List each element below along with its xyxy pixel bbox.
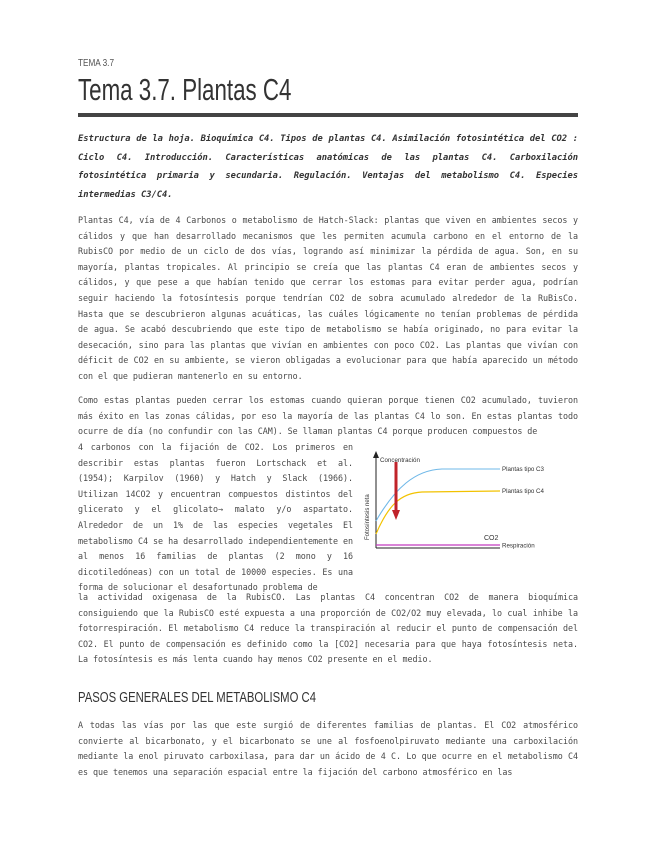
figure-y-label: Fotosíntesis neta (365, 494, 371, 540)
figure-curve-c4-label: Plantas tipo C4 (502, 488, 544, 495)
paragraph-2-wrapped: 4 carbonos con la fijación de CO2. Los primeros en describir estas plantas fueron Lortschack et al. (1954); Karpilov (1960) y Hatch y Slack (1966). Utilizan 14CO2 y encuentran compuestos distintos del glicerato y el glicolato→ malato y/o aspartato. Alrededor de un 1% de las especies vegetales El metabolismo C4 se ha desarrollado independientemente en al menos 16 familias de plantas (2 mono y 16 dicotiledóneas) con un total de 10000 especies. Es una forma de solucionar el desafortunado problema de (78, 442, 353, 593)
figure-x-label: CO2 (484, 535, 499, 542)
paragraph-1: Plantas C4, vía de 4 Carbonos o metabolismo de Hatch-Slack: plantas que viven en ambientes secos y cálidos y que han desarrollado mecanismos que les permiten acumula carbono en el entorno de la RubisCO por medio de un ciclo de dos vías, logrando así minimizar la pérdida de agua. Son, en su mayoría, plantas tropicales. Al principio se creía que las plantas C4 eran de ambientes secos y cálidos, y que pese a que habían tenido que cerrar los estomas para evitar perder agua, podrían seguir haciendo la fotosíntesis porque tendrían CO2 de sobra acumulado alrededor de la RuBisCo. Hasta que se descubrieron algunas acuáticas, las cuáles lógicamente no tenían problemas de pérdida de agua. Se acabó descubriendo que este tipo de metabolismo se había originado, no para evitar la desecación, sino para las plantas que vivían en ambientes con poco CO2. Las plantas que vivían con déficit de CO2 en su ambiente, se vieron obligadas a evolucionar para que había aparecido un método con el que pudieran mantenerlo en su entorno. (78, 215, 578, 381)
figure-arrow-label: Concentración (380, 457, 420, 464)
figure-arrow-head (392, 510, 400, 520)
section-kicker: TEMA 3.7 (78, 58, 115, 69)
figure-curve-c3-label: Plantas tipo C3 (502, 466, 544, 473)
photosynthesis-co2-figure (360, 448, 580, 583)
section-heading: PASOS GENERALES DEL METABOLISMO C4 (78, 690, 316, 706)
figure-y-axis-arrowhead (373, 451, 379, 458)
title-rule (78, 113, 578, 117)
paragraph-2-bottom: la actividad oxigenasa de la RubisCO. Las plantas C4 concentran CO2 de manera bioquímica consiguiendo que la RubisCO esté expuesta a una proporción de CO2/O2 muy elevada, lo cual inhibe la fotorrespiración. El metabolismo C4 reduce la transpiración al reducir el punto de compensación del CO2. El punto de compensación es definido como la [CO2] necesaria para que haya fotosíntesis neta. La fotosíntesis es más lenta cuando hay menos CO2 presente en el medio. (78, 592, 578, 665)
paragraph-3: A todas las vías por las que este surgió de diferentes familias de plantas. El CO2 atmosférico convierte al bicarbonato, y el bicarbonato se une al fosfoenolpiruvato mediante una carboxilación mediante la enol piruvato carboxilasa, para dar un ácido de 4 C. Lo que ocurre en el metabolismo C4 es que tenemos una separación espacial entre la fijación del carbono atmosférico en las (78, 720, 578, 777)
figure-baseline-label: Respiración (502, 542, 535, 550)
paragraph-2-top: Como estas plantas pueden cerrar los estomas cuando quieran porque tienen CO2 acumulado, tuvieron más éxito en las zonas cálidas, por eso la mayoría de las plantas C4 lo son. En estas plantas todo ocurre de día (no confundir con las CAM). Se llaman plantas C4 porque producen compuestos de (78, 395, 578, 437)
intro-summary: Estructura de la hoja. Bioquímica C4. Tipos de plantas C4. Asimilación fotosintética del CO2 : Ciclo C4. Introducción. Características anatómicas de las plantas C4. Carboxilación fotosintética primaria y secundaria. Regulación. Ventajas del metabolismo C4. Especies intermedias C3/C4. (78, 134, 578, 200)
page-title: Tema 3.7. Plantas C4 (78, 72, 292, 107)
